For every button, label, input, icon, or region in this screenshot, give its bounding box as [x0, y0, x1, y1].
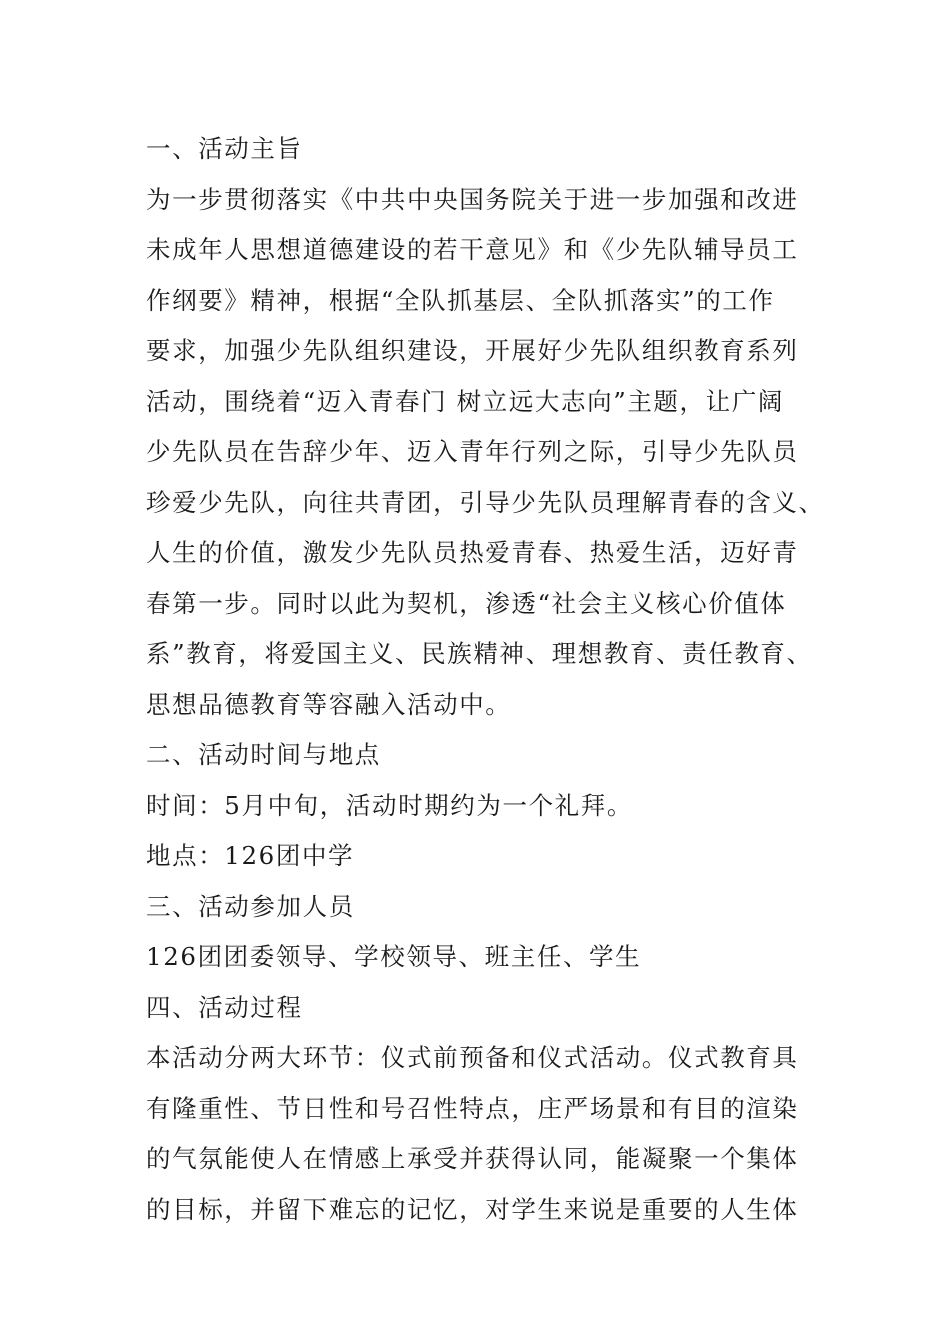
- paragraph-line: 未成年人思想道德建设的若干意见》和《少先队辅导员工: [146, 235, 799, 264]
- paragraph-line: 人生的价值，激发少先队员热爱青春、热爱生活，迈好青: [146, 538, 799, 567]
- time-line: 时间：5月中旬，活动时期约为一个礼拜。: [146, 790, 633, 820]
- paragraph-line: 活动，围绕着“迈入青春门 树立远大志向”主题，让广阔: [146, 386, 784, 416]
- paragraph-line: 珍爱少先队，向往共青团，引导少先队员理解青春的含义、: [146, 487, 825, 517]
- paragraph-line: 的气氛能使人在情感上承受并获得认同，能凝聚一个集体: [146, 1144, 799, 1173]
- paragraph-line: 少先队员在告辞少年、迈入青年行列之际，引导少先队员: [146, 437, 799, 466]
- paragraph-line: 思想品德教育等容融入活动中。: [146, 689, 512, 719]
- document-body: [146, 124, 825, 1235]
- paragraph-line: 为一步贯彻落实《中共中央国务院关于进一步加强和改进: [146, 184, 799, 214]
- participants-line: 126团团委领导、学校领导、班主任、学生: [146, 942, 642, 971]
- paragraph-line: 系”教育，将爱国主义、民族精神、理想教育、责任教育、: [146, 639, 813, 668]
- paragraph-line: 有隆重性、节日性和号召性特点，庄严场景和有目的渲染: [146, 1093, 799, 1123]
- paragraph-line: 春第一步。同时以此为契机，渗透“社会主义核心价值体: [146, 588, 787, 618]
- place-line: 地点：126团中学: [146, 841, 355, 870]
- paragraph-line: 作纲要》精神，根据“全队抓基层、全队抓落实”的工作: [146, 285, 775, 315]
- paragraph-line: 要求，加强少先队组织建设，开展好少先队组织教育系列: [146, 336, 799, 365]
- section-heading-time-place: 二、活动时间与地点: [146, 740, 381, 769]
- section-heading-participants: 三、活动参加人员: [146, 891, 355, 921]
- section-heading-purpose: 一、活动主旨: [146, 134, 303, 163]
- section-heading-process: 四、活动过程: [146, 992, 303, 1022]
- paragraph-line: 的目标，并留下难忘的记忆，对学生来说是重要的人生体: [146, 1194, 799, 1224]
- paragraph-line: 本活动分两大环节：仪式前预备和仪式活动。仪式教育具: [146, 1043, 799, 1072]
